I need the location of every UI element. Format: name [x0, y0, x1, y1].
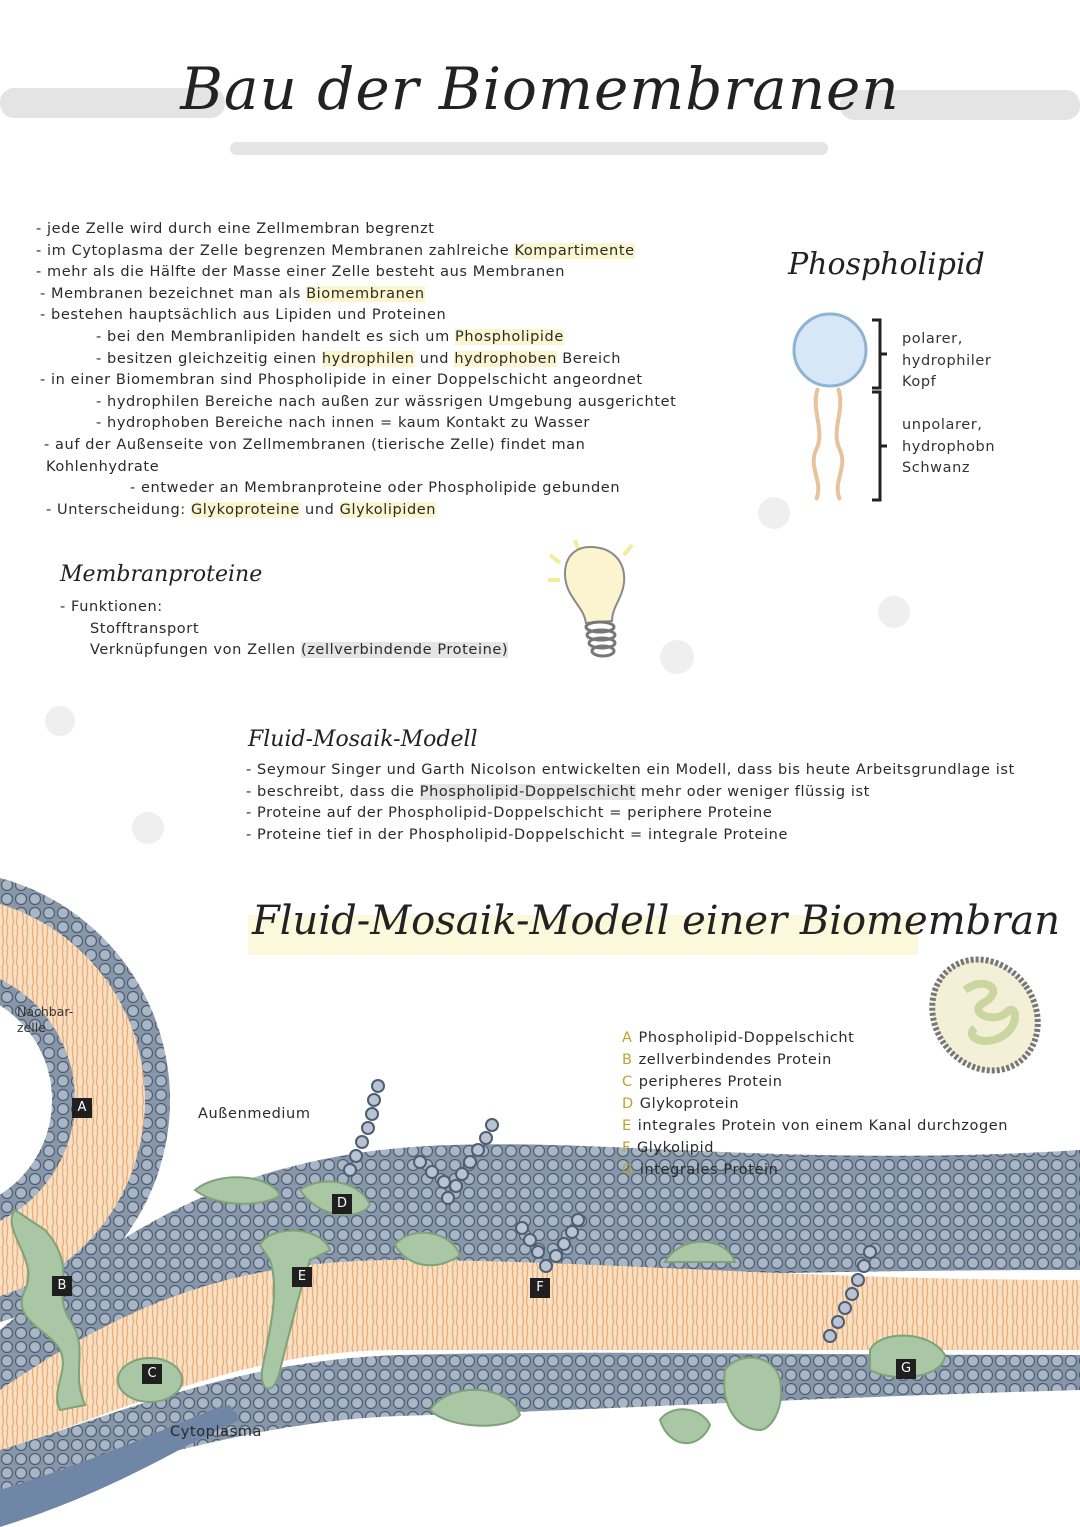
bullet-line: - im Cytoplasma der Zelle begrenzen Membranen zahlreiche Kompartimente	[36, 242, 635, 259]
bullet-line: Kohlenhydrate	[46, 458, 160, 475]
diagram-title: Fluid-Mosaik-Modell einer Biomembran	[252, 898, 1060, 944]
deco-dot	[45, 706, 75, 736]
lightbulb-icon	[540, 535, 650, 670]
legend-item: A Phospholipid-Doppelschicht	[622, 1030, 855, 1046]
bracket-tail-icon	[872, 392, 887, 500]
cytoplasm-label: Cytoplasma	[170, 1424, 262, 1440]
marker-g: G	[896, 1359, 916, 1379]
bullet-line: - jede Zelle wird durch eine Zellmembran begrenzt	[36, 221, 435, 237]
intro-bullets	[36, 219, 736, 521]
phospholipid-tail-icon	[814, 388, 820, 500]
bullet-line: - in einer Biomembran sind Phospholipide in einer Doppelschicht angeordnet	[40, 372, 643, 389]
marker-a: A	[72, 1098, 92, 1118]
phospholipid-figure	[780, 300, 900, 510]
membranproteine-heading: Membranproteine	[60, 562, 263, 587]
marker-e: E	[292, 1267, 312, 1287]
membranproteine-text: - Funktionen: Stofftransport Verknüpfungen von Zellen (zellverbindende Proteine)	[60, 599, 509, 659]
marker-f: F	[530, 1278, 550, 1298]
phospholipid-heading: Phospholipid	[788, 247, 985, 282]
deco-dot	[660, 640, 694, 674]
legend-item: G integrales Protein	[622, 1162, 779, 1178]
bullet-line: - mehr als die Hälfte der Masse einer Zelle besteht aus Membranen	[36, 264, 566, 281]
page-title: Bau der Biomembranen	[180, 55, 900, 123]
bullet-line: - hydrophoben Bereiche nach innen = kaum Kontakt zu Wasser	[96, 415, 590, 432]
legend-item: D Glykoprotein	[622, 1096, 740, 1112]
deco-dot	[878, 596, 910, 628]
bilayer	[0, 1144, 1080, 1527]
bullet-line: - entweder an Membranproteine oder Phospholipide gebunden	[130, 480, 621, 497]
marker-b: B	[52, 1276, 72, 1296]
phospholipid-tail-label: unpolarer, hydrophobn Schwanz	[902, 417, 996, 477]
marker-c: C	[142, 1364, 162, 1384]
bullet-line: - bei den Membranlipiden handelt es sich um Phospholipide	[96, 328, 564, 345]
fluid-heading: Fluid-Mosaik-Modell	[248, 727, 478, 752]
diagram-legend	[622, 1027, 1008, 1181]
neighbour-cell-label: Nachbar- zelle	[17, 1004, 74, 1035]
title-underline	[230, 142, 828, 155]
legend-item: E integrales Protein von einem Kanal durchzogen	[622, 1118, 1009, 1134]
legend-item: B zellverbindendes Protein	[622, 1052, 832, 1068]
marker-d: D	[332, 1194, 352, 1214]
bullet-line: - hydrophilen Bereiche nach außen zur wässrigen Umgebung ausgerichtet	[96, 393, 677, 410]
phospholipid-head-label: polarer, hydrophiler Kopf	[902, 331, 992, 391]
bullet-line: - auf der Außenseite von Zellmembranen (tierische Zelle) findet man	[44, 436, 586, 453]
bullet-line: - Membranen bezeichnet man als Biomembranen	[40, 285, 425, 302]
bullet-line: - Unterscheidung: Glykoproteine und Glykolipiden	[46, 501, 437, 518]
membrane-diagram	[0, 850, 1080, 1527]
fluid-text: - Seymour Singer und Garth Nicolson entwickelten ein Modell, dass bis heute Arbeitsgrundlage ist - beschreibt, dass die Phospholipid-Doppelschicht mehr oder weniger flüssig ist - Proteine auf der Phospholipid-Doppelschicht = periphere Proteine - Proteine tief in der Phospholipid-Doppelschicht = integrale Proteine	[246, 762, 1015, 843]
outer-medium-label: Außenmedium	[198, 1106, 311, 1122]
bullet-line: - besitzen gleichzeitig einen hydrophilen und hydrophoben Bereich	[96, 350, 622, 367]
phospholipid-head-icon	[794, 314, 866, 386]
deco-dot	[758, 497, 790, 529]
bracket-head-icon	[872, 320, 887, 388]
deco-dot	[132, 812, 164, 844]
bullet-line: - bestehen hauptsächlich aus Lipiden und Proteinen	[40, 307, 447, 324]
legend-item: F Glykolipid	[622, 1140, 715, 1156]
legend-item: C peripheres Protein	[622, 1074, 783, 1090]
phospholipid-tail-icon	[837, 388, 843, 500]
